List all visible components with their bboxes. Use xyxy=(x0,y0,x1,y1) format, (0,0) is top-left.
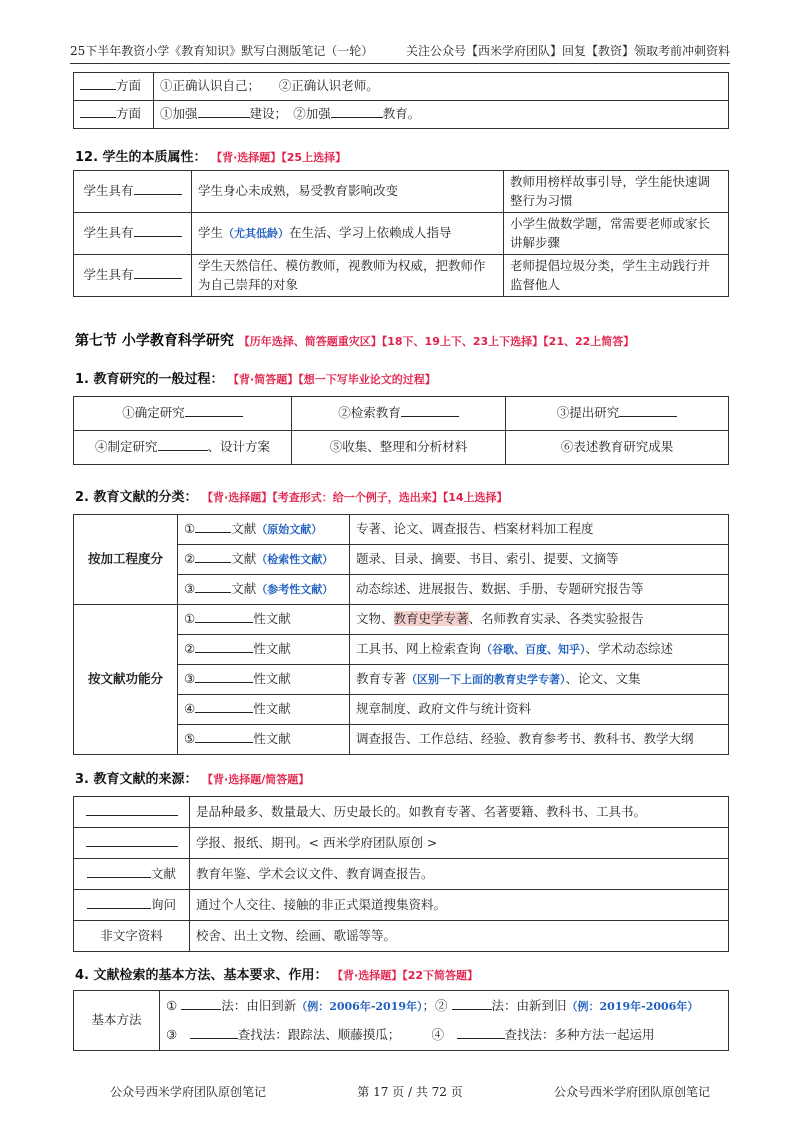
attr-desc: 学生身心未成熟，易受教育影响改变 xyxy=(192,171,504,213)
section-7-heading: 第七节 小学教育科学研究 【历年选择、简答题重灾区】【18下、19上下、23上下选择】【21、22上简答】 xyxy=(75,333,635,349)
class-example: 动态综述、进展报告、数据、手册、专题研究报告等 xyxy=(350,575,729,605)
heading-research-process: 1. 教育研究的一般过程： 【背·简答题】【想一下写毕业论文的过程】 xyxy=(75,372,436,387)
class-example: 工具书、网上检索查询（谷歌、百度、知乎）、学术动态综述 xyxy=(350,635,729,665)
section-7-tags: 【历年选择、简答题重灾区】【18下、19上下、23上下选择】【21、22上简答】 xyxy=(238,335,635,348)
process-step: ⑥表述教育研究成果 xyxy=(506,431,729,465)
source-content: 学报、报纸、期刊。< 西米学府团队原创 > xyxy=(190,828,729,859)
heading-12-tags: 【背·选择题】【25上选择】 xyxy=(211,151,347,164)
heading-literature-sources: 3. 教育文献的来源： 【背·选择题/简答题】 xyxy=(75,772,310,787)
heading-literature-classification: 2. 教育文献的分类： 【背·选择题】【考查形式：给一个例子，选出来】【14上选择】 xyxy=(75,490,508,505)
retrieval-row: ③ 查找法：跟踪法、顺藤摸瓜； ④ 查找法：多种方法一起运用 xyxy=(160,1021,729,1051)
header-right: 关注公众号【西米学府团队】回复【教资】领取考前冲刺资料 xyxy=(405,44,730,58)
process-step: ①确定研究 xyxy=(74,397,292,431)
class-term: ⑤ 性文献 xyxy=(178,725,350,755)
footer-left: 公众号西米学府团队原创笔记 xyxy=(110,1085,267,1099)
attr-label: 学生具有 xyxy=(74,255,192,297)
class-example: 专著、论文、调查报告、档案材料加工程度 xyxy=(350,515,729,545)
attr-example: 老师提倡垃圾分类，学生主动践行并监督他人 xyxy=(504,255,729,297)
process-step: ③提出研究 xyxy=(506,397,729,431)
class-term: ③ 性文献 xyxy=(178,665,350,695)
retrieval-table xyxy=(73,990,729,1051)
top-table xyxy=(73,72,729,129)
retrieval-row: ① 法：由旧到新（例：2006年-2019年）；② 法：由新到旧（例：2019年-2006年） xyxy=(160,991,729,1021)
class-example: 调查报告、工作总结、经验、教育参考书、教科书、教学大纲 xyxy=(350,725,729,755)
group-function: 按文献功能分 xyxy=(74,605,178,755)
class-term: ① 性文献 xyxy=(178,605,350,635)
top-row-content: ①正确认识自己； ②正确认识老师。 xyxy=(154,73,729,101)
class-term: ④ 性文献 xyxy=(178,695,350,725)
process-step: ②检索教育 xyxy=(292,397,506,431)
student-attributes-table xyxy=(73,170,729,297)
page-header xyxy=(70,40,730,64)
source-label xyxy=(74,828,190,859)
attr-example: 教师用榜样故事引导，学生能快速调整行为习惯 xyxy=(504,171,729,213)
class-example: 文物、教育史学专著、名师教育实录、各类实验报告 xyxy=(350,605,729,635)
retrieval-label: 基本方法 xyxy=(74,991,160,1051)
class-term: ② 文献（检索性文献） xyxy=(178,545,350,575)
source-content: 是品种最多、数量最大、历史最长的。如教育专著、名著要籍、教科书、工具书。 xyxy=(190,797,729,828)
group-processing-level: 按加工程度分 xyxy=(74,515,178,605)
class-example: 规章制度、政府文件与统计资料 xyxy=(350,695,729,725)
footer-right: 公众号西米学府团队原创笔记 xyxy=(553,1085,710,1099)
class-example: 题录、目录、摘要、书目、索引、提要、文摘等 xyxy=(350,545,729,575)
literature-sources-table xyxy=(73,796,729,952)
source-label: 非文字资料 xyxy=(74,921,190,952)
literature-classification-table xyxy=(73,514,729,755)
top-row-label: 方面 xyxy=(74,73,154,101)
process-step: ⑤收集、整理和分析材料 xyxy=(292,431,506,465)
highlighted-term: 教育史学专著 xyxy=(393,611,469,627)
top-row-label: 方面 xyxy=(74,101,154,129)
page-footer xyxy=(110,1083,710,1100)
class-term: ③ 文献（参考性文献） xyxy=(178,575,350,605)
source-content: 教育年鉴、学术会议文件、教育调查报告。 xyxy=(190,859,729,890)
class-term: ① 文献（原始文献） xyxy=(178,515,350,545)
attr-label: 学生具有 xyxy=(74,213,192,255)
attr-label: 学生具有 xyxy=(74,171,192,213)
page-number: 第 17 页 / 共 72 页 xyxy=(357,1085,463,1099)
header-left: 25下半年教资小学《教育知识》默写白测版笔记（一轮） xyxy=(70,44,374,58)
process-step: ④制定研究 、设计方案 xyxy=(74,431,292,465)
attr-desc: 学生天然信任、模仿教师，视教师为权威，把教师作为自己崇拜的对象 xyxy=(192,255,504,297)
attr-desc: 学生（尤其低龄）在生活、学习上依赖成人指导 xyxy=(192,213,504,255)
source-label: 文献 xyxy=(74,859,190,890)
source-label xyxy=(74,797,190,828)
class-term: ② 性文献 xyxy=(178,635,350,665)
class-example: 教育专著（区别一下上面的教育史学专著）、论文、文集 xyxy=(350,665,729,695)
top-row-content: ①加强 建设； ②加强 教育。 xyxy=(154,101,729,129)
source-label: 询问 xyxy=(74,890,190,921)
source-content: 通过个人交往、接触的非正式渠道搜集资料。 xyxy=(190,890,729,921)
research-process-table xyxy=(73,396,729,465)
heading-retrieval: 4. 文献检索的基本方法、基本要求、作用： 【背·选择题】【22下简答题】 xyxy=(75,968,479,983)
source-content: 校舍、出土文物、绘画、歌谣等等。 xyxy=(190,921,729,952)
attr-example: 小学生做数学题，常需要老师或家长讲解步骤 xyxy=(504,213,729,255)
heading-12: 12. 学生的本质属性： 【背·选择题】【25上选择】 xyxy=(75,150,347,165)
